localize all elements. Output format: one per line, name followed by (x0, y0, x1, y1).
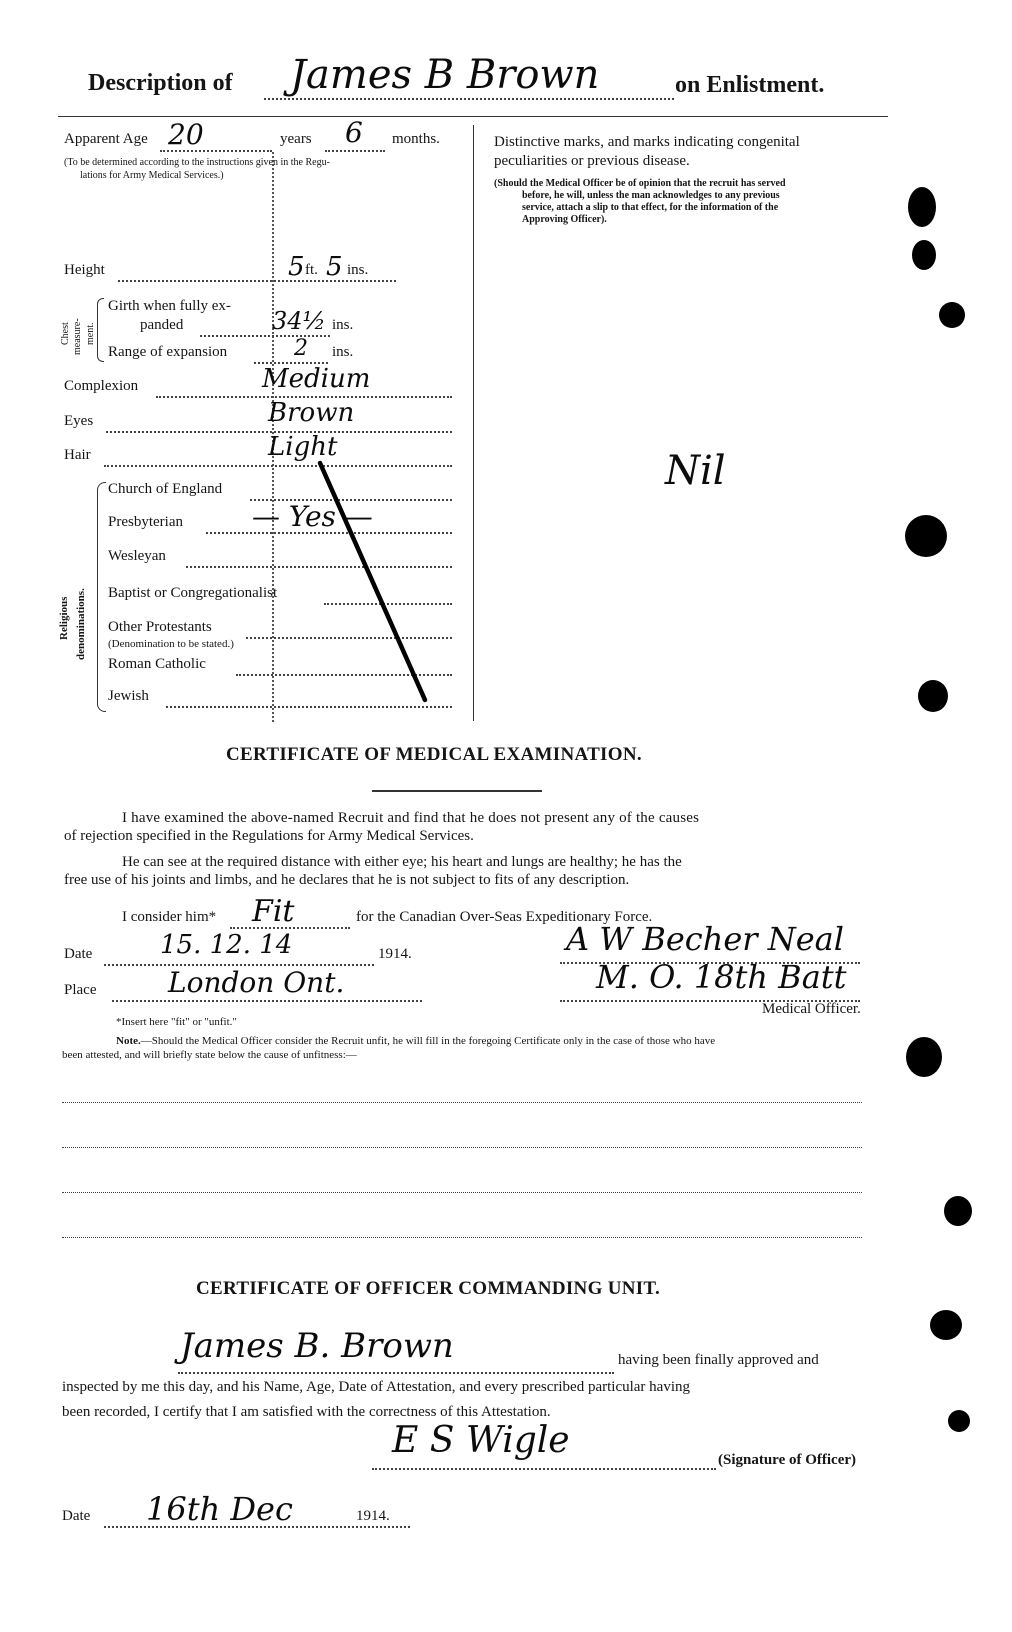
marks-note-1: (Should the Medical Officer be of opinion that the recruit has served (494, 178, 786, 189)
commanding-name-line (178, 1372, 614, 1374)
hair-label: Hair (64, 447, 91, 463)
punch-hole-6 (906, 1037, 942, 1077)
girth-ins-label: ins. (332, 317, 354, 333)
religions-label-2: denominations. (75, 588, 87, 660)
complexion-label: Complexion (64, 378, 139, 394)
rel-other-note: (Denomination to be stated.) (108, 638, 234, 650)
medical-officer-unit: M. O. 18th Batt (596, 958, 847, 996)
height-in-value: 5 (326, 252, 343, 282)
rel-roman-catholic: Roman Catholic (108, 656, 206, 672)
note-line-2: been attested, and will briefly state below the cause of unfitness:— (62, 1049, 357, 1061)
rel-baptist: Baptist or Congregationalist (108, 585, 278, 601)
rel-presbyterian: Presbyterian (108, 514, 183, 530)
consider-tail: for the Canadian Over-Seas Expeditionary Force. (356, 909, 653, 925)
unfitness-line-3 (62, 1192, 862, 1193)
medical-date-value: 15. 12. 14 (160, 930, 293, 960)
commanding-text-2: inspected by me this day, and his Name, Age, Date of Attestation, and every prescribed particular having (62, 1379, 691, 1395)
girth-label-1: Girth when fully ex- (108, 298, 231, 314)
rel-presbyterian-value: — Yes — (252, 500, 373, 533)
age-label: Apparent Age (64, 131, 148, 147)
punch-hole-2 (912, 240, 936, 270)
note-line-1 (116, 1035, 715, 1047)
medical-heading: CERTIFICATE OF MEDICAL EXAMINATION. (226, 744, 642, 765)
hair-value: Light (268, 432, 338, 462)
religions-bracket (97, 482, 106, 712)
medical-place-value: London Ont. (168, 966, 345, 999)
marks-note-3: service, attach a slip to that effect, for the information of the (522, 202, 779, 213)
marks-note-4: Approving Officer). (522, 214, 607, 225)
rel-jewish: Jewish (108, 688, 149, 704)
commanding-name-value: James B. Brown (180, 1326, 454, 1366)
rel-other-protestants: Other Protestants (108, 619, 212, 635)
commanding-date-label: Date (62, 1508, 91, 1524)
medical-place-label: Place (64, 982, 97, 998)
marks-label-2: peculiarities or previous disease. (494, 153, 690, 169)
years-label: years (280, 131, 312, 147)
rel-church-of-england: Church of England (108, 481, 223, 497)
medical-para2-line1: He can see at the required distance with either eye; his heart and lungs are healthy; he has the (122, 854, 682, 870)
medical-heading-rule (372, 790, 542, 792)
consider-value: Fit (252, 894, 295, 929)
chest-label-2: measure- (72, 318, 83, 355)
commanding-signature-line (372, 1468, 716, 1470)
age-note-1: (To be determined according to the instructions given in the Regu- (64, 157, 330, 168)
months-label: months. (392, 131, 440, 147)
range-value: 2 (294, 336, 308, 361)
note-label: Note. (116, 1035, 141, 1047)
title-suffix: on Enlistment. (675, 72, 825, 98)
punch-hole-9 (948, 1410, 970, 1432)
commanding-signature: E S Wigle (392, 1420, 570, 1461)
medical-date-year: 1914. (378, 946, 412, 962)
age-years-value: 20 (168, 118, 204, 151)
chest-label-1: Chest (60, 322, 71, 345)
recruit-name: James B Brown (290, 52, 600, 98)
eyes-label: Eyes (64, 413, 94, 429)
age-note-2: lations for Army Medical Services.) (80, 170, 224, 181)
girth-value: 34½ (272, 307, 326, 335)
medical-officer-signature: A W Becher Neal (566, 920, 844, 958)
unfitness-line-2 (62, 1147, 862, 1148)
range-label: Range of expansion (108, 344, 228, 360)
age-months-value: 6 (345, 116, 363, 149)
religion-strike-line (300, 455, 450, 715)
complexion-value: Medium (262, 364, 371, 394)
punch-hole-3 (939, 302, 965, 328)
note-text-1: —Should the Medical Officer consider the Recruit unfit, he will fill in the foregoing Certificate only in the case of those who have (140, 1035, 716, 1047)
insert-note: *Insert here "fit" or "unfit." (116, 1016, 237, 1028)
marks-note-2: before, he will, unless the man acknowledges to any previous (522, 190, 780, 201)
commanding-text-3: been recorded, I certify that I am satisfied with the correctness of this Attestation. (62, 1404, 551, 1420)
height-line (118, 280, 396, 282)
ins-label: ins. (347, 262, 369, 278)
height-ft-value: 5 (288, 252, 305, 282)
unfitness-line-4 (62, 1237, 862, 1238)
eyes-value: Brown (268, 398, 355, 428)
header-rule (58, 116, 888, 117)
punch-hole-4 (905, 515, 947, 557)
chest-label-3: ment. (85, 322, 96, 345)
commanding-date-value: 16th Dec (146, 1490, 293, 1528)
range-ins-label: ins. (332, 344, 354, 360)
medical-para1-line2: of rejection specified in the Regulations for Army Medical Services. (64, 828, 474, 844)
medical-date-label: Date (64, 946, 93, 962)
medical-para1-line1: I have examined the above-named Recruit and find that he does not present any of the causes (122, 810, 700, 826)
title-prefix: Description of (88, 70, 233, 96)
medical-place-line (112, 1000, 422, 1002)
height-label: Height (64, 262, 105, 278)
girth-line (200, 335, 330, 337)
commanding-signature-label: (Signature of Officer) (718, 1452, 857, 1468)
punch-hole-1 (908, 187, 936, 227)
medical-para2-line2: free use of his joints and limbs, and he declares that he is not subject to fits of any description. (64, 872, 630, 888)
punch-hole-5 (918, 680, 948, 712)
ft-label: ft. (305, 262, 318, 278)
religions-label-1: Religious (58, 596, 70, 640)
unfitness-line-1 (62, 1102, 862, 1103)
commanding-date-year: 1914. (356, 1508, 390, 1524)
rel-wesleyan: Wesleyan (108, 548, 166, 564)
medical-officer-title: Medical Officer. (762, 1001, 861, 1017)
center-divider (473, 125, 474, 721)
punch-hole-8 (930, 1310, 962, 1340)
commanding-text-1: having been finally approved and (618, 1352, 819, 1368)
commanding-heading: CERTIFICATE OF OFFICER COMMANDING UNIT. (196, 1278, 661, 1299)
marks-value: Nil (665, 448, 726, 494)
age-months-line (325, 150, 385, 152)
chest-bracket (97, 298, 104, 362)
name-underline (264, 98, 674, 100)
girth-label-2: panded (140, 317, 184, 333)
punch-hole-7 (944, 1196, 972, 1226)
marks-label-1: Distinctive marks, and marks indicating congenital (494, 134, 800, 150)
consider-label: I consider him* (122, 909, 217, 925)
